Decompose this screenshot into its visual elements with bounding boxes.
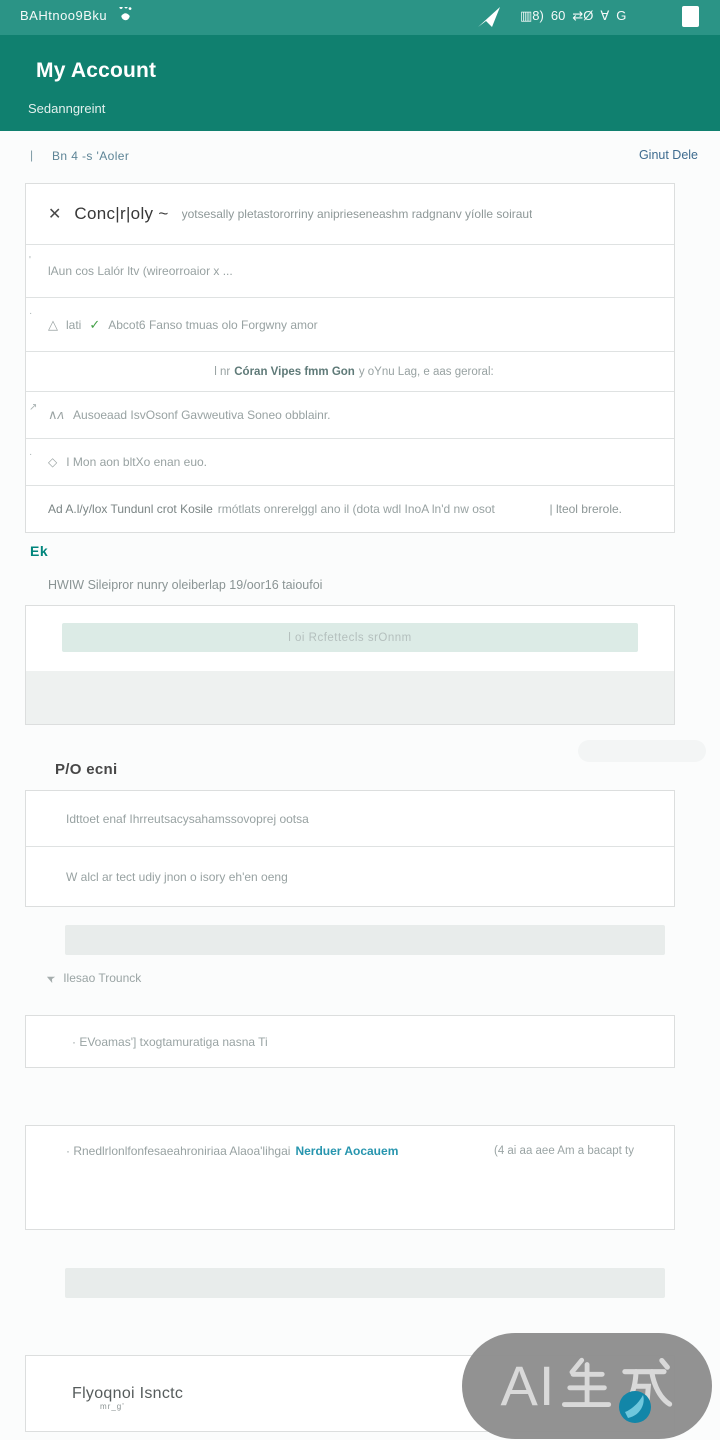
check-icon: ✓: [89, 316, 101, 332]
list-item-text: W alcl ar tect udiy jnon o isory eh'en oeng: [66, 869, 288, 884]
teal-swoosh-icon: [617, 1389, 653, 1430]
sync-icon: ⇄Ø: [572, 8, 594, 23]
partner-right-value: (4 ai aa aee Am a bacapt ty: [493, 1145, 634, 1157]
list-item[interactable]: [26, 846, 674, 906]
list-item-text: rmótlats onrerelggl ano il (dota wdl InoA ln'd nw osot: [217, 502, 495, 516]
partner-account-link[interactable]: Nerduer Aocauem: [295, 1144, 399, 1158]
reset-label-row: [46, 971, 141, 985]
wifi-icon: ∀: [600, 8, 610, 23]
account-list: [25, 790, 675, 907]
list-item[interactable]: [26, 391, 674, 438]
list-item-value: | lteol brerole.: [549, 502, 622, 516]
bottom-card-subtext: mr_g': [100, 1401, 125, 1411]
ek-card: [25, 605, 675, 725]
app-bar: [0, 35, 720, 131]
settings-list: [25, 183, 675, 533]
list-item-text: Abcot6 Fanso tmuas olo Forgwny amor: [108, 317, 318, 332]
toolbar-mark: |: [30, 148, 34, 162]
signal-icon: ▥8): [520, 8, 544, 23]
faint-pill: [578, 740, 706, 762]
battery-square-icon: [682, 6, 699, 27]
list-item-pre: l nr: [214, 365, 231, 378]
toolbar-action-link[interactable]: Ginut Dele: [638, 148, 698, 162]
list-item-prefix: lati: [66, 317, 82, 332]
status-bar: [0, 0, 720, 35]
status-carrier-text: BAHtnoo9Bku: [20, 8, 108, 23]
section-header-account: P/O ecni: [55, 761, 118, 778]
section-note: HWIW Sileipror nunry oleiberlap 19/oor16 taioufoi: [48, 578, 323, 592]
send-icon: [477, 6, 501, 33]
list-item-key: Ad A.l/y/lox Tundunl crot Kosile: [48, 502, 213, 516]
list-item-title: Conc|r|oly ~: [74, 204, 169, 223]
page-title: My Account: [36, 59, 157, 82]
status-time: 60: [550, 8, 566, 23]
bottom-card-text: Flyoqnoi Isnctc: [72, 1384, 184, 1402]
list-item[interactable]: [26, 791, 674, 846]
send-back-icon: ➤: [44, 970, 58, 985]
arrow-edge-icon: ↗: [29, 402, 38, 413]
card-gray-area: [26, 671, 674, 724]
bottom-card-label: [72, 1384, 184, 1411]
wave-icon: ∧ʌ: [48, 407, 65, 422]
edge-mark: ': [29, 255, 31, 266]
watermark-latin-text: AI: [500, 1354, 556, 1417]
triangle-icon: △: [48, 316, 58, 332]
ai-generated-watermark: [462, 1333, 712, 1439]
edge-mark: ·: [29, 449, 33, 460]
list-item-emphasis: Córan Vipes fmm Gon: [234, 365, 355, 378]
list-item-text: Idttoet enaf Ihrreutsacysahamssovoprej ootsa: [66, 811, 309, 826]
partner-text: · Rnedlrlonlfonfesaeahroniriaa Alaoa'lihgai: [66, 1144, 291, 1158]
list-item-centered[interactable]: [26, 351, 674, 391]
list-item-text: Ausoeaad IsvOsonf Gavweutiva Soneo obblainr.: [73, 408, 331, 422]
list-item-text: lAun cos Lalór ltv (wireorroaior x ...: [48, 264, 233, 278]
close-icon[interactable]: ✕: [48, 206, 62, 223]
page-subtitle: Sedanngreint: [28, 101, 106, 116]
partner-card: [25, 1125, 675, 1230]
edge-mark: ·: [29, 308, 33, 319]
list-item-post: y oYnu Lag, e aas geroral:: [358, 365, 494, 378]
section-header-ek: Ek: [30, 543, 49, 559]
list-item-subtitle: yotsesally pletastororriny aniprieseneashm radgnanv yíolle soiraut: [181, 207, 533, 221]
list-item[interactable]: [26, 438, 674, 485]
list-item-card[interactable]: [25, 1015, 675, 1068]
paw-icon: [118, 7, 133, 27]
list-item[interactable]: [26, 244, 674, 297]
partner-row[interactable]: [26, 1126, 674, 1158]
input-bar[interactable]: [65, 925, 665, 955]
list-item-profile[interactable]: [26, 184, 674, 244]
input-bar[interactable]: [65, 1268, 665, 1298]
battery-icon: G: [616, 8, 627, 23]
list-item-with-value[interactable]: [26, 485, 674, 532]
list-item[interactable]: [26, 297, 674, 351]
cjk-sheng-icon: [559, 1357, 613, 1416]
list-item-text: · EVoamas'] txogtamuratiga nasna Ti: [72, 1034, 268, 1049]
disabled-action-button[interactable]: l oi Rcfettecls srOnnm: [62, 623, 638, 652]
list-item-text: I Mon aon bltXo enan euo.: [66, 455, 208, 469]
toolbar-row: [0, 140, 720, 176]
diamond-icon: ◇: [48, 455, 58, 469]
toolbar-label: Bn 4 -s 'Aoler: [52, 149, 130, 163]
reset-label: Ilesao Trounck: [63, 971, 142, 985]
status-icons: [520, 8, 626, 24]
